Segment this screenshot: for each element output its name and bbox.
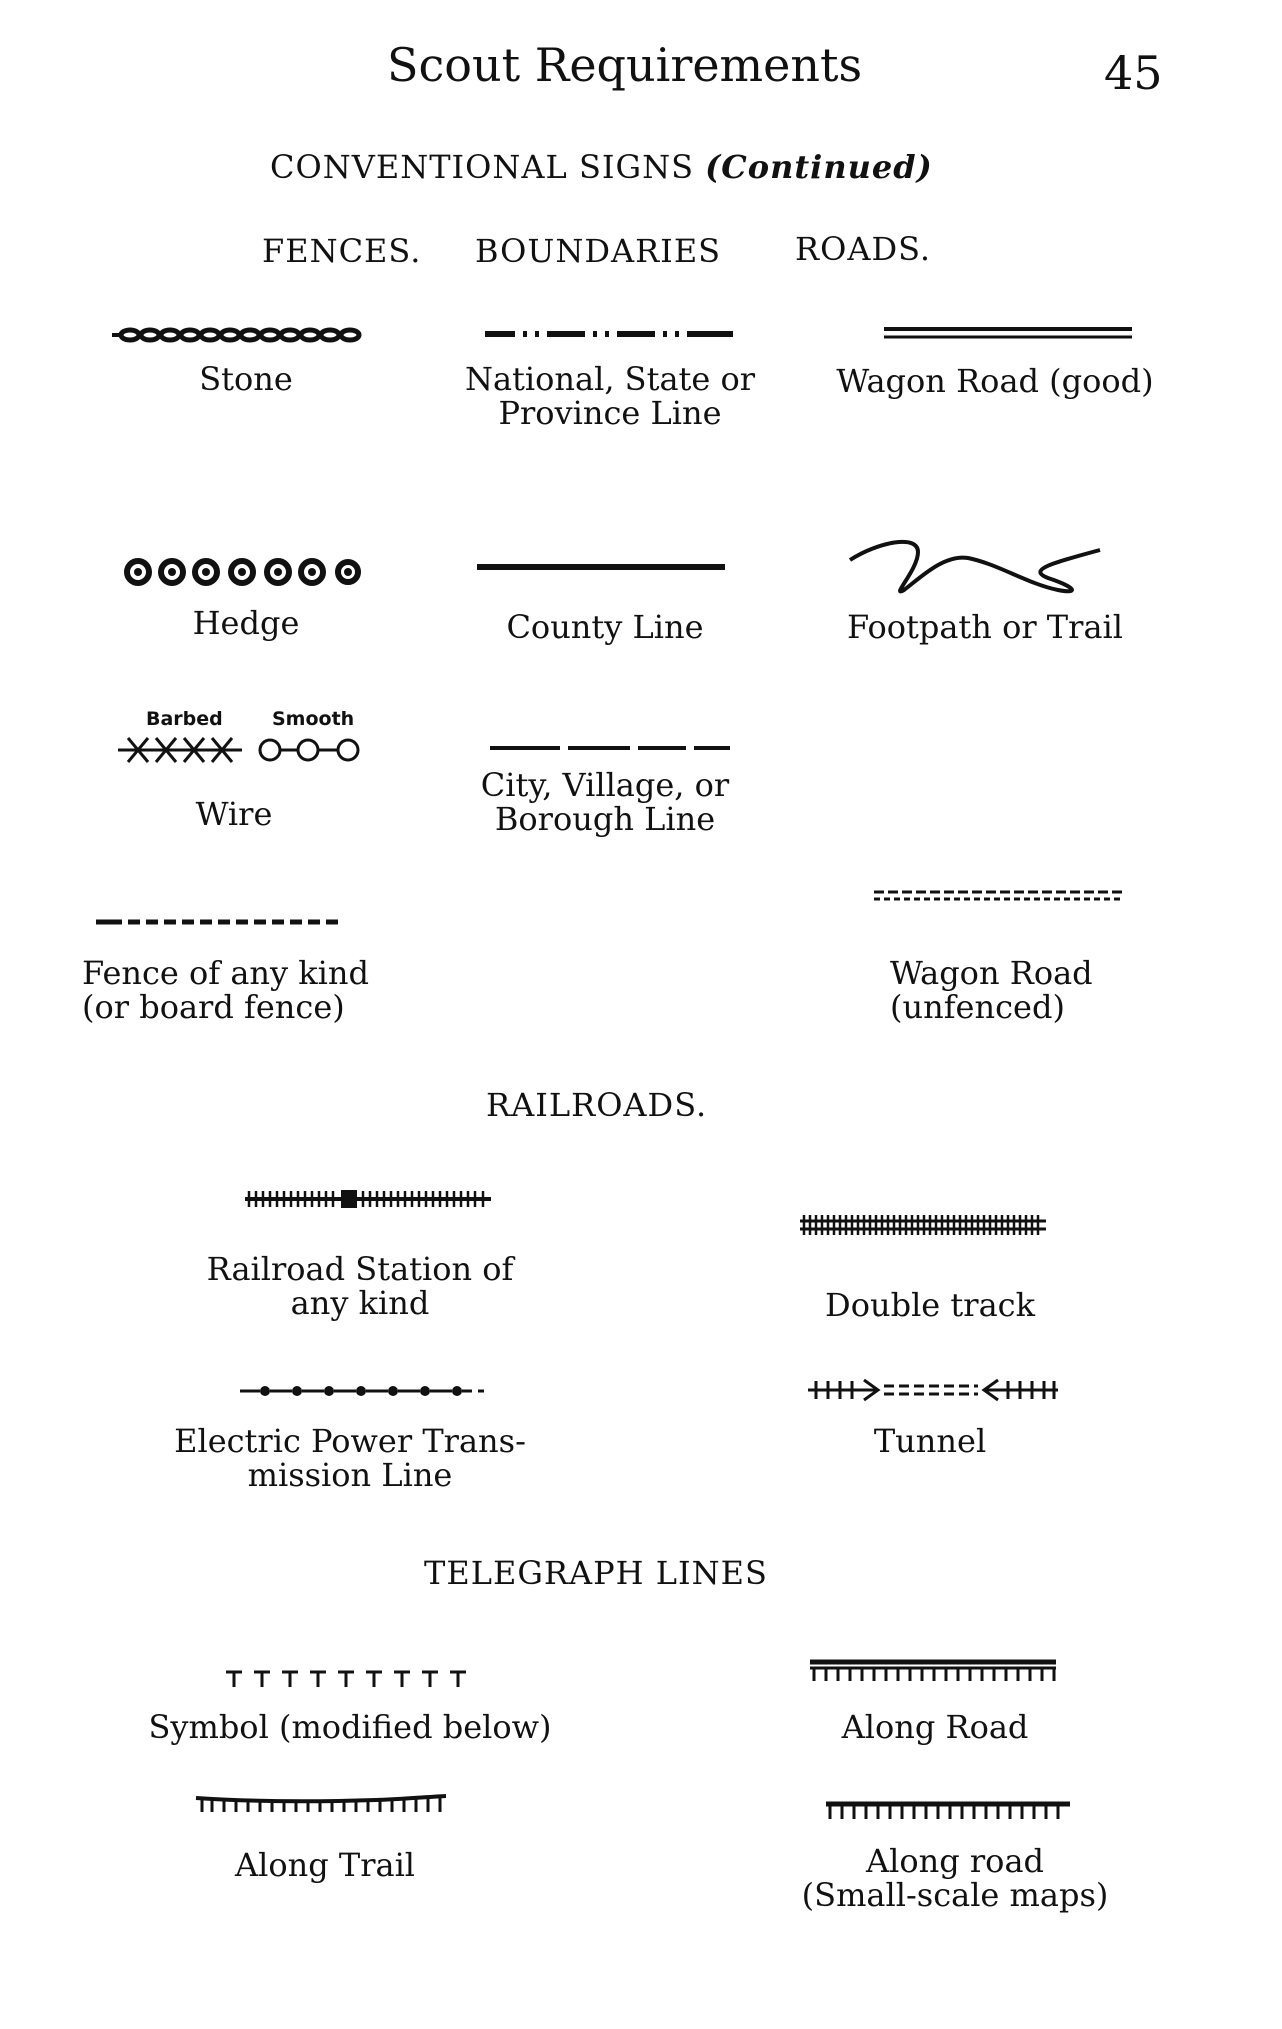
wire-fence-symbol-icon [118,734,372,766]
label-power-line [150,1424,550,1492]
footpath-symbol-icon [848,534,1102,600]
label-wire: Wire [195,795,273,833]
heading-fences: FENCES. [262,232,422,270]
label-board-fence-2: (or board fence) [82,988,345,1026]
label-tunnel: Tunnel [873,1422,987,1460]
label-power-line-2: mission Line [247,1456,453,1494]
label-railroad-station-2: any kind [290,1284,430,1322]
label-board-fence-1: Fence of any kind [82,954,369,992]
label-footpath: Footpath or Trail [847,608,1123,646]
label-city-line [440,768,770,836]
label-board-fence [82,956,382,1024]
city-line-symbol-icon [490,744,730,752]
label-city-line-2: Borough Line [494,800,716,838]
label-telegraph-small-scale [800,1844,1110,1912]
label-stone: Stone [199,360,293,398]
label-city-line-1: City, Village, or [480,766,730,804]
label-wire-smooth: Smooth [272,708,355,730]
telegraph-along-trail-symbol-icon [196,1794,446,1814]
label-telegraph-symbol: Symbol (modified below) [148,1708,552,1746]
heading-railroads: RAILROADS. [486,1086,708,1124]
section-title-note: (Continued) [705,148,933,186]
label-railroad-station [170,1252,550,1320]
label-telegraph-along-road: Along Road [841,1708,1029,1746]
heading-roads: ROADS. [795,230,932,268]
section-title-text: CONVENTIONAL SIGNS [270,148,694,186]
label-hedge: Hedge [192,604,300,642]
label-wagon-road-good: Wagon Road (good) [836,362,1154,400]
label-national-line [440,362,780,430]
label-double-track: Double track [825,1286,1035,1324]
label-national-line-2: Province Line [498,394,722,432]
page-number: 45 [1104,46,1163,100]
label-wire-barbed: Barbed [146,708,223,730]
county-line-symbol-icon [477,562,725,572]
page-header-title: Scout Requirements [387,38,863,92]
wagon-road-unfenced-symbol-icon [874,889,1124,903]
railroad-station-symbol-icon [245,1188,491,1210]
label-wagon-road-unfenced-2: (unfenced) [890,988,1065,1026]
section-title [270,148,933,186]
telegraph-symbol-icon [226,1669,472,1689]
label-wagon-road-unfenced [890,956,1120,1024]
label-telegraph-small-scale-1: Along road [866,1842,1044,1880]
label-national-line-1: National, State or [464,360,756,398]
stone-fence-symbol-icon [112,324,372,346]
heading-telegraph: TELEGRAPH LINES [424,1554,768,1592]
label-railroad-station-1: Railroad Station of [206,1250,514,1288]
heading-boundaries: BOUNDARIES [475,232,722,270]
national-line-symbol-icon [485,328,733,340]
power-line-symbol-icon [240,1384,486,1398]
label-telegraph-small-scale-2: (Small-scale maps) [801,1876,1109,1914]
label-telegraph-along-trail: Along Trail [234,1846,416,1884]
tunnel-symbol-icon [808,1376,1058,1404]
telegraph-along-road-symbol-icon [810,1659,1056,1681]
label-wagon-road-unfenced-1: Wagon Road [890,954,1093,992]
hedge-symbol-icon [122,555,366,589]
label-county-line: County Line [506,608,704,646]
label-power-line-1: Electric Power Trans- [174,1422,526,1460]
wagon-road-good-symbol-icon [884,326,1132,340]
double-track-symbol-icon [800,1214,1046,1236]
telegraph-small-scale-symbol-icon [826,1800,1070,1820]
board-fence-symbol-icon [96,917,346,927]
